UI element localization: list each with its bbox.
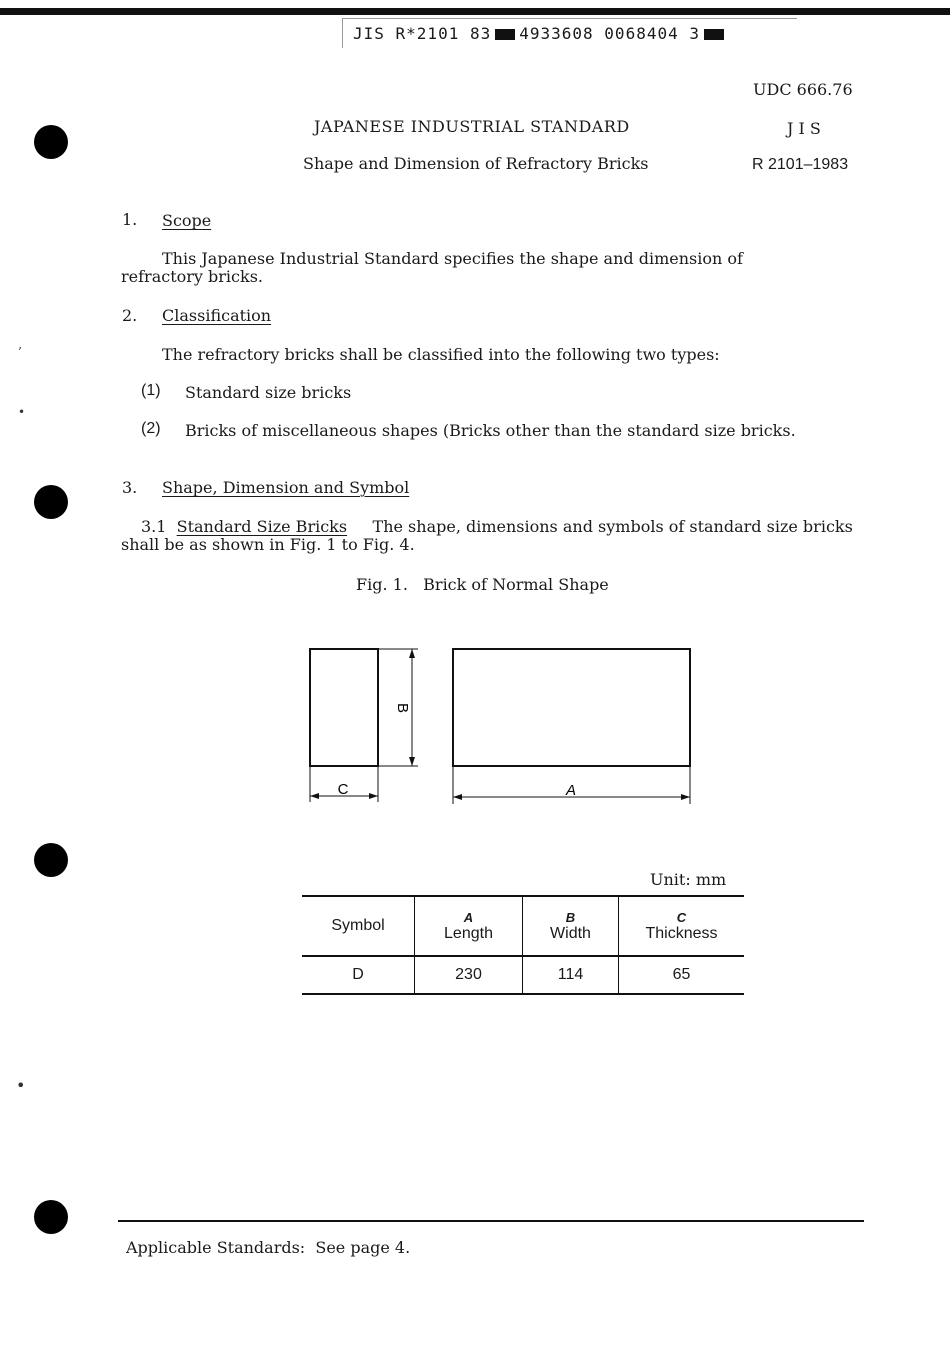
punch-hole bbox=[34, 125, 68, 159]
punch-hole bbox=[34, 843, 68, 877]
header-width-label: Width bbox=[550, 924, 591, 942]
arrowhead bbox=[409, 649, 415, 658]
doc-title: Shape and Dimension of Refractory Bricks bbox=[303, 154, 649, 173]
arrowhead bbox=[453, 794, 462, 800]
udc-code: UDC 666.76 bbox=[753, 80, 853, 99]
header-letter-a: A bbox=[463, 909, 474, 925]
header-letter-c: C bbox=[676, 909, 687, 925]
dimension-label-b: B bbox=[394, 702, 411, 714]
header-letter-b: B bbox=[565, 909, 576, 925]
list-item-text: Bricks of miscellaneous shapes (Bricks other than the standard size bricks. bbox=[185, 421, 796, 440]
header-length bbox=[415, 896, 523, 956]
top-border-bar bbox=[0, 8, 950, 15]
margin-speck: • bbox=[18, 405, 26, 419]
header-symbol: Symbol bbox=[302, 896, 415, 956]
applicable-standards: Applicable Standards: See page 4. bbox=[126, 1238, 411, 1257]
section-title-classification: Classification bbox=[162, 306, 272, 325]
dimension-table-wrap bbox=[302, 895, 744, 995]
table-header-row bbox=[302, 896, 744, 956]
header-length-label: Length bbox=[444, 924, 493, 942]
list-item-number: (1) bbox=[141, 382, 161, 399]
list-item-number: (2) bbox=[141, 420, 161, 437]
subsection-title: Standard Size Bricks bbox=[176, 517, 348, 536]
standard-name: JAPANESE INDUSTRIAL STANDARD bbox=[314, 117, 630, 136]
header-block-mark bbox=[495, 29, 515, 40]
section-title-scope: Scope bbox=[162, 211, 212, 230]
jis-label: J I S bbox=[787, 119, 821, 138]
cell-length: 230 bbox=[415, 956, 523, 994]
list-item-text: Standard size bricks bbox=[185, 383, 352, 402]
doc-number: R 2101–1983 bbox=[752, 156, 849, 173]
dimension-label-c: C bbox=[337, 781, 349, 798]
cell-symbol: D bbox=[352, 966, 364, 983]
brick-figure bbox=[300, 640, 710, 810]
brick-end-view bbox=[310, 649, 378, 766]
margin-speck: • bbox=[16, 1076, 26, 1095]
subsection-paragraph bbox=[121, 518, 861, 554]
arrowhead bbox=[310, 793, 319, 799]
subsection-number: 3.1 bbox=[141, 517, 167, 536]
header-code-part2: 4933608 0068404 3 bbox=[519, 24, 700, 43]
arrowhead bbox=[681, 794, 690, 800]
punch-hole bbox=[34, 1200, 68, 1234]
arrowhead bbox=[369, 793, 378, 799]
cell-width: 114 bbox=[523, 956, 619, 994]
dimension-label-a: A bbox=[565, 782, 577, 799]
header-code-strip bbox=[342, 18, 797, 48]
section-title-shape: Shape, Dimension and Symbol bbox=[162, 478, 410, 497]
header-block-mark bbox=[704, 29, 724, 40]
header-width bbox=[523, 896, 619, 956]
header-thickness-label: Thickness bbox=[645, 924, 718, 942]
classification-paragraph: The refractory bricks shall be classified into the following two types: bbox=[162, 345, 720, 364]
unit-label: Unit: mm bbox=[650, 870, 727, 889]
header-thickness bbox=[619, 896, 745, 956]
figure-caption: Fig. 1. Brick of Normal Shape bbox=[356, 575, 609, 594]
header-code-part1: JIS R*2101 83 bbox=[353, 24, 492, 43]
section-number: 1. bbox=[122, 210, 138, 229]
footer-rule bbox=[118, 1220, 864, 1222]
section-number: 2. bbox=[122, 306, 138, 325]
brick-side-view bbox=[453, 649, 690, 766]
subsection-text: The shape, dimensions and symbols of standard size bricks shall be as shown in Fig. 1 to Fig. 4. bbox=[121, 517, 853, 554]
punch-hole bbox=[34, 485, 68, 519]
dimension-table bbox=[302, 895, 744, 995]
section-number: 3. bbox=[122, 478, 138, 497]
margin-speck: ’ bbox=[18, 345, 22, 359]
arrowhead bbox=[409, 757, 415, 766]
cell-thickness: 65 bbox=[619, 956, 745, 994]
table-row bbox=[302, 956, 744, 994]
scope-paragraph: This Japanese Industrial Standard specifies the shape and dimension of refractory bricks. bbox=[121, 249, 743, 286]
